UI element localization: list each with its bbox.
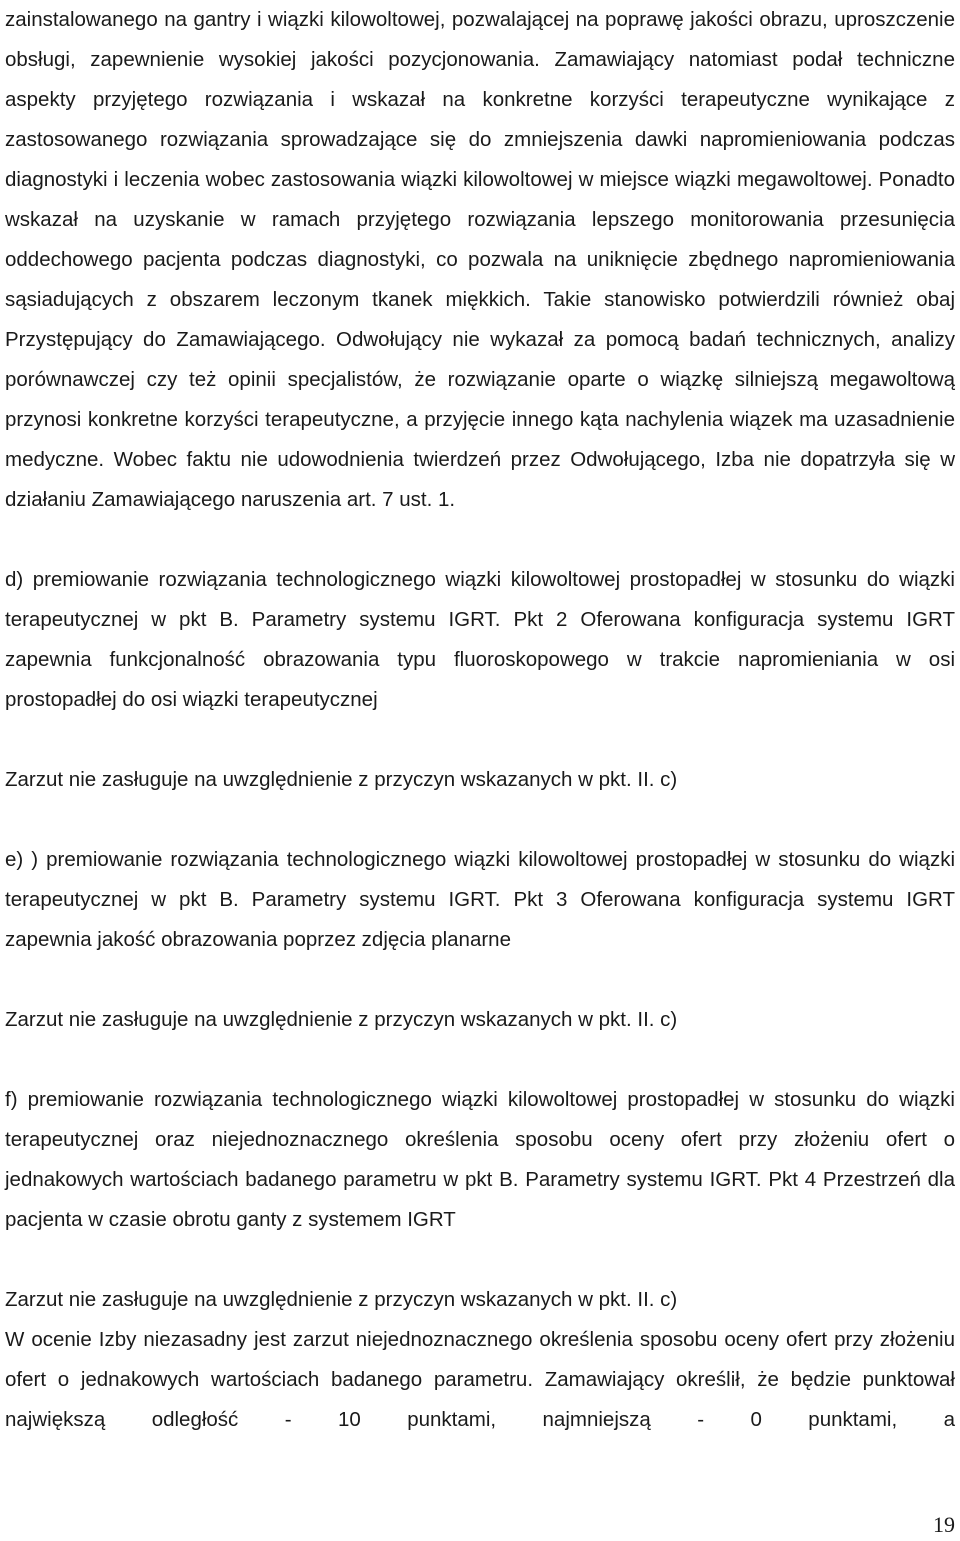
paragraph-assessment: W ocenie Izby niezasadny jest zarzut niejednoznacznego określenia sposobu oceny ofert przy złożeniu ofert o jednakowych wartościach badanego parametru. Zamawiający określił, że będzie punktował największą odległość - 10 punktami, najmniejszą - 0 punktami, a [5, 1328, 955, 1431]
paragraph-spacer [5, 1040, 955, 1080]
page-number: 19 [933, 1512, 955, 1537]
paragraph-item-f: f) premiowanie rozwiązania technologicznego wiązki kilowoltowej prostopadłej w stosunku do wiązki terapeutycznej oraz niejednoznacznego określenia sposobu oceny ofert przy złożeniu ofert o jednakowych wartościach badanego parametru w pkt B. Parametry systemu IGRT. Pkt 4 Przestrzeń dla pacjenta w czasie obrotu ganty z systemem IGRT [5, 1088, 955, 1231]
document-body [5, 0, 955, 1440]
paragraph-spacer [5, 520, 955, 560]
paragraph-spacer [5, 800, 955, 840]
paragraph-item-e: e) ) premiowanie rozwiązania technologicznego wiązki kilowoltowej prostopadłej w stosunku do wiązki terapeutycznej w pkt B. Parametry systemu IGRT. Pkt 3 Oferowana konfiguracja systemu IGRT zapewnia jakość obrazowania poprzez zdjęcia planarne [5, 848, 955, 951]
paragraph-spacer [5, 1240, 955, 1280]
paragraph-ruling-e: Zarzut nie zasługuje na uwzględnienie z przyczyn wskazanych w pkt. II. c) [5, 1008, 678, 1031]
paragraph-continuation: zainstalowanego na gantry i wiązki kilowoltowej, pozwalającej na poprawę jakości obrazu, uproszczenie obsługi, zapewnienie wysokiej jakości pozycjonowania. Zamawiający natomiast podał techniczne aspekty przyjętego rozwiązania i wskazał na konkretne korzyści terapeutyczne wynikające z zastosowanego rozwiązania sprowadzające się do zmniejszenia dawki napromieniowania podczas diagnostyki i leczenia wobec zastosowania wiązki kilowoltowej w miejsce wiązki megawoltowej. Ponadto wskazał na uzyskanie w ramach przyjętego rozwiązania lepszego monitorowania przesunięcia oddechowego pacjenta podczas diagnostyki, co pozwala na uniknięcie zbędnego napromieniowania sąsiadujących z obszarem leczonym tkanek miękkich. Takie stanowisko potwierdzili również obaj Przystępujący do Zamawiającego. Odwołujący nie wykazał za pomocą badań technicznych, analizy porównawczej czy też opinii specjalistów, że rozwiązanie oparte o wiązkę silniejszą megawoltową przynosi konkretne korzyści terapeutyczne, a przyjęcie innego kąta nachylenia wiązek ma uzasadnienie medyczne. Wobec faktu nie udowodnienia twierdzeń przez Odwołującego, Izba nie dopatrzyła się w działaniu Zamawiającego naruszenia art. 7 ust. 1. [5, 8, 955, 511]
paragraph-ruling-f: Zarzut nie zasługuje na uwzględnienie z przyczyn wskazanych w pkt. II. c) [5, 1288, 678, 1311]
paragraph-item-d: d) premiowanie rozwiązania technologicznego wiązki kilowoltowej prostopadłej w stosunku do wiązki terapeutycznej w pkt B. Parametry systemu IGRT. Pkt 2 Oferowana konfiguracja systemu IGRT zapewnia funkcjonalność obrazowania typu fluoroskopowego w trakcie napromieniania w osi prostopadłej do osi wiązki terapeutycznej [5, 568, 955, 711]
paragraph-ruling-d: Zarzut nie zasługuje na uwzględnienie z przyczyn wskazanych w pkt. II. c) [5, 768, 678, 791]
paragraph-spacer [5, 960, 955, 1000]
paragraph-spacer [5, 720, 955, 760]
